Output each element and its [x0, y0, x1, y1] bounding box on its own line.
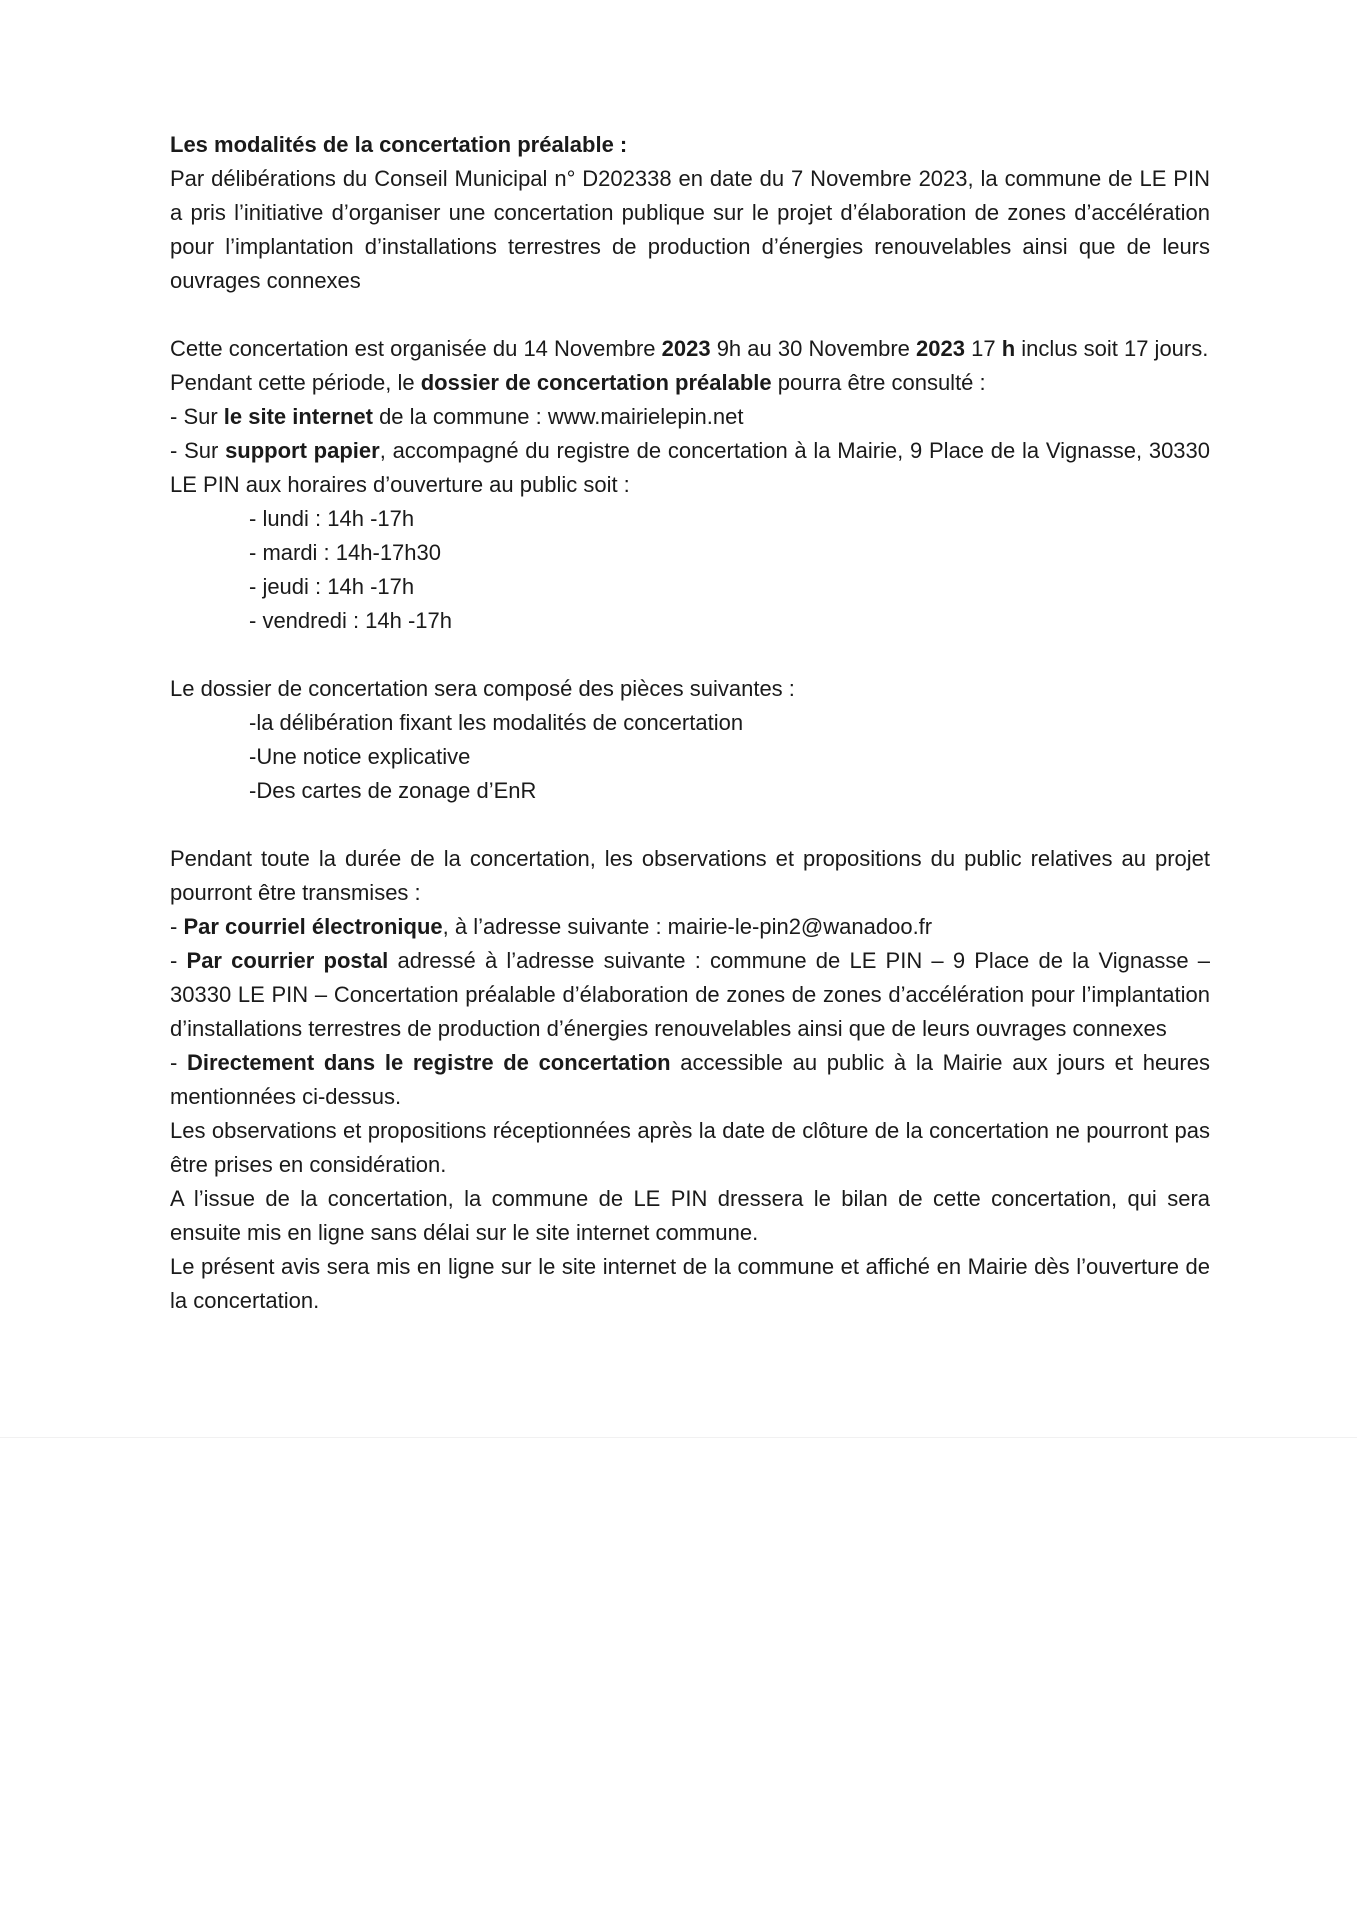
section-title: Les modalités de la concertation préalable :: [170, 132, 628, 157]
closing-paragraph: Les observations et propositions réceptionnées après la date de clôture de la concertation ne pourront pas être prises en considération.: [170, 1118, 1210, 1177]
spacer: [170, 808, 1210, 842]
paper-support-paragraph: - Sur support papier, accompagné du registre de concertation à la Mairie, 9 Place de la Vignasse, 30330 LE PIN aux horaires d’ouverture au public soit :: [170, 438, 1211, 497]
email-line: - Par courriel électronique, à l’adresse suivante : mairie-le-pin2@wanadoo.fr: [170, 914, 933, 939]
closing-paragraph: A l’issue de la concertation, la commune de LE PIN dressera le bilan de cette concertation, qui sera ensuite mis en ligne sans délai sur le site internet commune.: [170, 1186, 1210, 1245]
hours-item-thursday: - jeudi : 14h -17h: [249, 574, 415, 599]
dossier-piece: -Une notice explicative: [249, 744, 471, 769]
document-body: [170, 128, 1210, 1318]
hours-item-tuesday: - mardi : 14h-17h30: [249, 540, 441, 565]
dossier-piece: -la délibération fixant les modalités de concertation: [249, 710, 744, 735]
hours-item-friday: - vendredi : 14h -17h: [249, 608, 453, 633]
dossier-pieces-list: [170, 706, 1210, 808]
postal-paragraph: - Par courrier postal adressé à l’adresse suivante : commune de LE PIN – 9 Place de la Vignasse – 30330 LE PIN – Concertation préalable d’élaboration de zones de zones d’accélération pour l’implantation d’installations terrestres de production d’énergies renouvelables ainsi que de leurs ouvrages connexes: [170, 948, 1210, 1041]
observations-intro: Pendant toute la durée de la concertation, les observations et propositions du public relatives au projet pourront être transmises :: [170, 846, 1210, 905]
dates-paragraph: Cette concertation est organisée du 14 Novembre 2023 9h au 30 Novembre 2023 17 h inclus soit 17 jours.: [170, 336, 1209, 361]
website-line: - Sur le site internet de la commune : www.mairielepin.net: [170, 404, 744, 429]
hours-item-monday: - lundi : 14h -17h: [249, 506, 415, 531]
register-paragraph: - Directement dans le registre de concertation accessible au public à la Mairie aux jours et heures mentionnées ci-dessus.: [170, 1050, 1210, 1109]
scan-divider: [0, 1437, 1357, 1438]
dossier-intro: Le dossier de concertation sera composé des pièces suivantes :: [170, 676, 795, 701]
closing-paragraph: Le présent avis sera mis en ligne sur le site internet de la commune et affiché en Mairie dès l’ouverture de la concertation.: [170, 1254, 1210, 1313]
opening-hours-list: [170, 502, 1210, 638]
intro-paragraph: Par délibérations du Conseil Municipal n° D202338 en date du 7 Novembre 2023, la commune de LE PIN a pris l’initiative d’organiser une concertation publique sur le projet d’élaboration de zones d’accélération pour l’implantation d’installations terrestres de production d’énergies renouvelables ainsi que de leurs ouvrages connexes: [170, 166, 1210, 293]
period-paragraph: Pendant cette période, le dossier de concertation préalable pourra être consulté :: [170, 370, 986, 395]
spacer: [170, 298, 1210, 332]
spacer: [170, 638, 1210, 672]
dossier-piece: -Des cartes de zonage d’EnR: [249, 778, 537, 803]
